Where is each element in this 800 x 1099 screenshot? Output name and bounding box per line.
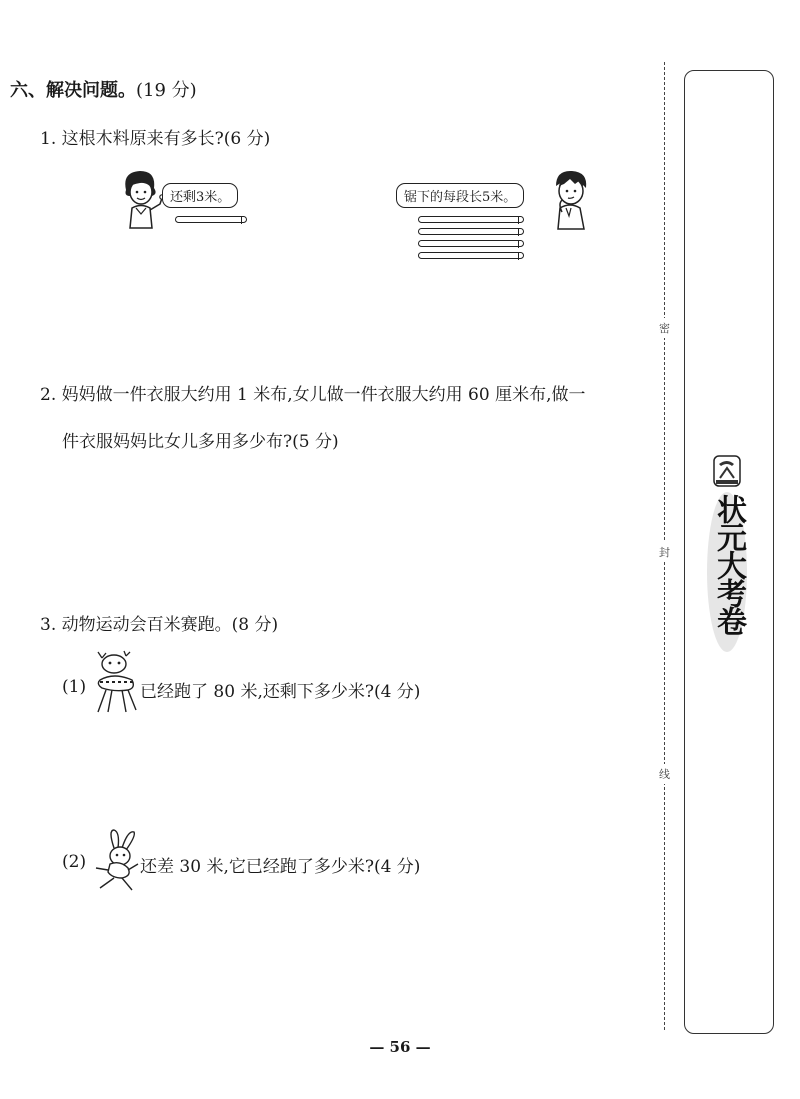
question-2-line-1: 2. 妈妈做一件衣服大约用 1 米布,女儿做一件衣服大约用 60 厘米布,做一 — [40, 385, 586, 405]
girl-illustration — [116, 168, 168, 230]
girl-speech-bubble — [162, 183, 238, 208]
seal-char-xian: 线 — [659, 764, 670, 784]
question-3-text: 3. 动物运动会百米赛跑。(8 分) — [40, 615, 279, 635]
seal-char-feng: 封 — [659, 542, 670, 562]
page-number: — 56 — — [369, 1038, 431, 1056]
seal-char-mi: 密 — [659, 318, 670, 338]
boy-bubble-text: 锯下的每段长5米。 — [404, 190, 517, 205]
cut-wood-rod — [418, 240, 524, 247]
section-points: (19 分) — [136, 80, 197, 101]
cut-wood-rod — [418, 252, 524, 259]
brand-logo-text: 状元大考卷 — [711, 494, 746, 634]
sub-question-2-label: (2) — [62, 852, 87, 872]
section-title — [10, 76, 197, 102]
girl-bubble-text: 还剩3米。 — [170, 190, 231, 205]
boy-illustration — [546, 168, 594, 230]
section-title-text: 六、解决问题。 — [10, 80, 136, 101]
rabbit-illustration — [92, 828, 142, 892]
cut-wood-rod — [418, 228, 524, 235]
cut-wood-rod — [418, 216, 524, 223]
question-1-text: 1. 这根木料原来有多长?(6 分) — [40, 129, 271, 149]
deer-illustration — [92, 650, 142, 716]
boy-speech-bubble — [396, 183, 524, 208]
question-2-line-2: 件衣服妈妈比女儿多用多少布?(5 分) — [62, 432, 339, 452]
remaining-wood-rod — [175, 216, 247, 223]
sub-question-2-text: 还差 30 米,它已经跑了多少米?(4 分) — [140, 857, 421, 877]
sub-question-1-text: 已经跑了 80 米,还剩下多少米?(4 分) — [140, 682, 421, 702]
sub-question-1-label: (1) — [62, 677, 87, 697]
